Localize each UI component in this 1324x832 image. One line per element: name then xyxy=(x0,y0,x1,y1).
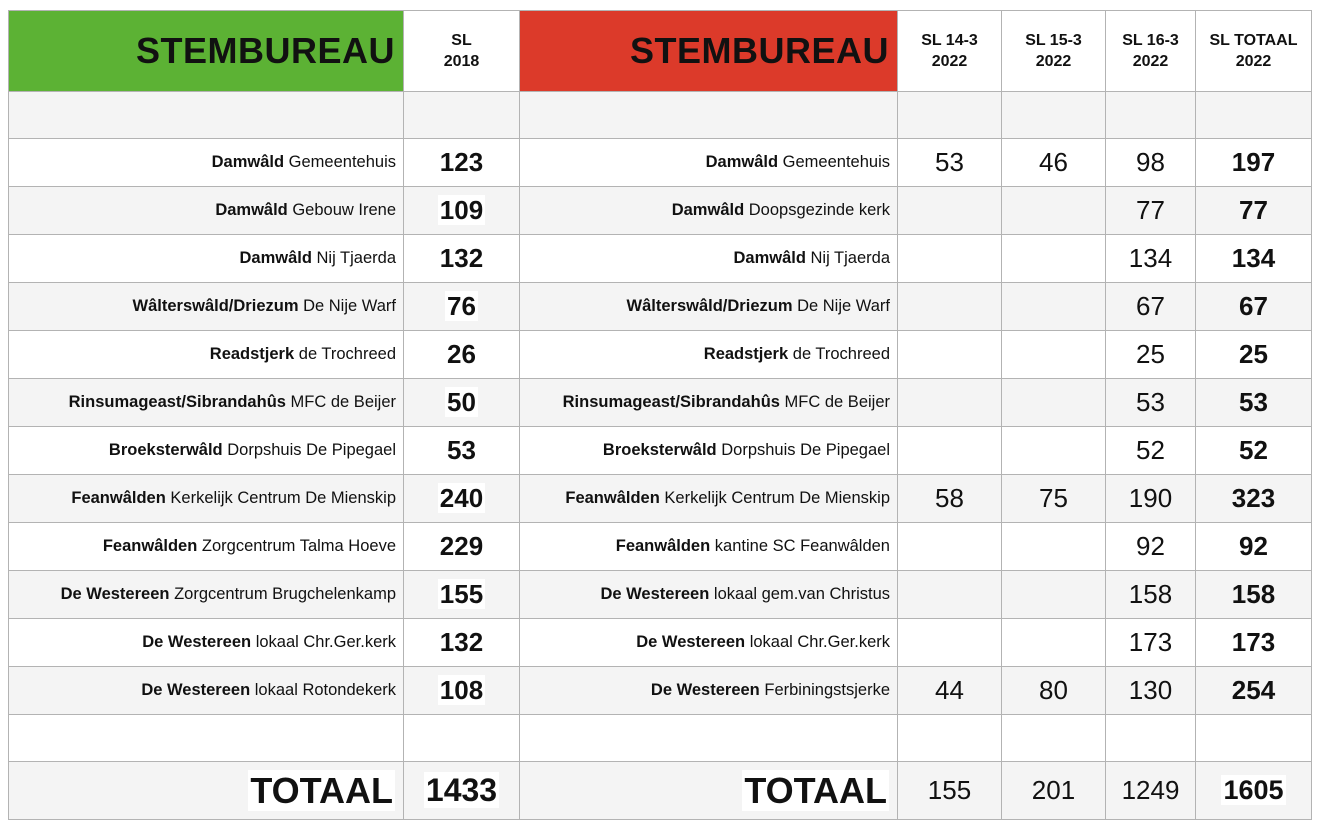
sl-15-3-value: 75 xyxy=(1002,475,1106,523)
sl-16-3-value: 134 xyxy=(1106,235,1196,283)
left-location-name: lokaal Chr.Ger.kerk xyxy=(255,633,396,651)
left-polling-station xyxy=(9,139,404,187)
left-total-label: TOTAAL xyxy=(250,769,393,811)
header-sl-14-3-line1: SL 14-3 xyxy=(921,32,978,49)
total-sl-16-3: 1249 xyxy=(1106,762,1196,820)
header-sl-totaal-line1: SL TOTAAL xyxy=(1209,32,1298,49)
left-polling-station xyxy=(9,331,404,379)
sl-14-3-value xyxy=(898,283,1002,331)
sl-16-3-value: 77 xyxy=(1106,187,1196,235)
total-sl-14-3: 155 xyxy=(898,762,1002,820)
right-place-name: De Westereen xyxy=(600,585,710,603)
sl-totaal-value: 197 xyxy=(1196,139,1312,187)
sl-totaal-value: 173 xyxy=(1196,619,1312,667)
sl-2018-cell xyxy=(404,571,520,619)
sl-16-3-value: 158 xyxy=(1106,571,1196,619)
sl-15-3-value xyxy=(1002,379,1106,427)
total-sl-2018-cell xyxy=(404,762,520,820)
sl-16-3-value: 67 xyxy=(1106,283,1196,331)
left-place-name: Damwâld xyxy=(239,249,312,267)
left-location-name: de Trochreed xyxy=(298,345,396,363)
sl-15-3-value xyxy=(1002,619,1106,667)
right-place-name: Rinsumageast/Sibrandahûs xyxy=(562,393,780,411)
right-polling-station xyxy=(520,379,898,427)
left-place-name: Wâlterswâld/Driezum xyxy=(132,297,299,315)
sl-2018-cell xyxy=(404,667,520,715)
sl-16-3-value: 52 xyxy=(1106,427,1196,475)
sl-14-3-value xyxy=(898,571,1002,619)
sl-totaal-value: 158 xyxy=(1196,571,1312,619)
sl-14-3-value xyxy=(898,427,1002,475)
left-polling-station xyxy=(9,619,404,667)
sl-16-3-value: 53 xyxy=(1106,379,1196,427)
right-location-name: kantine SC Feanwâlden xyxy=(714,537,890,555)
total-sl-2018: 1433 xyxy=(425,772,498,808)
right-place-name: De Westereen xyxy=(650,681,760,699)
spacer-row-top xyxy=(9,92,1312,139)
right-location-name: Ferbiningstsjerke xyxy=(764,681,890,699)
sl-16-3-value: 173 xyxy=(1106,619,1196,667)
total-sl-totaal: 1605 xyxy=(1223,775,1284,805)
sl-2018-value: 53 xyxy=(447,435,476,465)
sl-2018-cell xyxy=(404,427,520,475)
sl-2018-cell xyxy=(404,379,520,427)
spacer-cell xyxy=(898,92,1002,139)
sl-2018-value: 229 xyxy=(439,531,484,561)
sl-14-3-value xyxy=(898,235,1002,283)
header-sl-2018 xyxy=(404,11,520,92)
right-location-name: Doopsgezinde kerk xyxy=(748,201,890,219)
header-sl-16-3 xyxy=(1106,11,1196,92)
sl-2018-cell xyxy=(404,619,520,667)
sl-15-3-value xyxy=(1002,523,1106,571)
right-location-name: lokaal Chr.Ger.kerk xyxy=(749,633,890,651)
totals-row xyxy=(9,762,1312,820)
sl-14-3-value: 53 xyxy=(898,139,1002,187)
spacer-cell xyxy=(9,92,404,139)
table-row xyxy=(9,331,1312,379)
sl-totaal-value: 323 xyxy=(1196,475,1312,523)
right-place-name: Wâlterswâld/Driezum xyxy=(626,297,793,315)
sl-totaal-value: 67 xyxy=(1196,283,1312,331)
right-location-name: MFC de Beijer xyxy=(784,393,890,411)
table-row xyxy=(9,571,1312,619)
header-sl-2018-line1: SL xyxy=(451,32,472,49)
left-header-title: STEMBUREAU xyxy=(135,30,395,71)
right-place-name: Feanwâlden xyxy=(615,537,711,555)
right-place-name: Damwâld xyxy=(671,201,745,219)
sl-14-3-value xyxy=(898,523,1002,571)
left-polling-station xyxy=(9,667,404,715)
sl-2018-cell xyxy=(404,331,520,379)
left-polling-station xyxy=(9,427,404,475)
sl-totaal-value: 25 xyxy=(1196,331,1312,379)
left-polling-station xyxy=(9,475,404,523)
left-polling-station xyxy=(9,283,404,331)
spacer-cell xyxy=(1106,92,1196,139)
table-row xyxy=(9,427,1312,475)
left-place-name: Feanwâlden xyxy=(102,537,198,555)
left-place-name: Feanwâlden xyxy=(71,489,166,507)
table-row xyxy=(9,619,1312,667)
sl-totaal-value: 134 xyxy=(1196,235,1312,283)
sl-15-3-value xyxy=(1002,571,1106,619)
right-location-name: de Trochreed xyxy=(792,345,890,363)
right-place-name: Broeksterwâld xyxy=(602,441,717,459)
right-total-label: TOTAAL xyxy=(744,769,887,811)
header-sl-15-3-line2: 2022 xyxy=(1035,53,1072,70)
table-row xyxy=(9,283,1312,331)
sl-15-3-value: 80 xyxy=(1002,667,1106,715)
right-polling-station xyxy=(520,331,898,379)
sl-totaal-value: 53 xyxy=(1196,379,1312,427)
left-place-name: De Westereen xyxy=(141,681,251,699)
right-place-name: Feanwâlden xyxy=(565,489,660,507)
sl-2018-value: 109 xyxy=(439,195,484,225)
sl-14-3-value: 58 xyxy=(898,475,1002,523)
right-location-name: Kerkelijk Centrum De Mienskip xyxy=(664,489,890,507)
table-row xyxy=(9,139,1312,187)
left-total-label-cell xyxy=(9,762,404,820)
sl-2018-value: 240 xyxy=(439,483,484,513)
spacer-cell xyxy=(1106,715,1196,762)
sl-2018-value: 26 xyxy=(447,339,476,369)
right-total-label-cell xyxy=(520,762,898,820)
spacer-cell xyxy=(1002,715,1106,762)
sl-2018-value: 132 xyxy=(439,627,484,657)
sl-2018-value: 76 xyxy=(447,291,476,321)
left-place-name: De Westereen xyxy=(142,633,252,651)
header-sl-16-3-line1: SL 16-3 xyxy=(1122,32,1179,49)
sl-16-3-value: 130 xyxy=(1106,667,1196,715)
sl-2018-cell xyxy=(404,139,520,187)
header-sl-15-3 xyxy=(1002,11,1106,92)
sl-2018-value: 132 xyxy=(439,243,484,273)
left-location-name: Dorpshuis De Pipegael xyxy=(227,441,396,459)
right-polling-station xyxy=(520,235,898,283)
table-row xyxy=(9,523,1312,571)
sl-16-3-value: 92 xyxy=(1106,523,1196,571)
left-location-name: De Nije Warf xyxy=(303,297,396,315)
spacer-cell xyxy=(1002,92,1106,139)
sl-14-3-value xyxy=(898,331,1002,379)
sl-2018-cell xyxy=(404,235,520,283)
right-polling-station xyxy=(520,283,898,331)
sl-2018-cell xyxy=(404,187,520,235)
sl-15-3-value xyxy=(1002,427,1106,475)
left-polling-station xyxy=(9,379,404,427)
right-location-name: Dorpshuis De Pipegael xyxy=(721,441,890,459)
right-polling-station xyxy=(520,667,898,715)
right-location-name: Gemeentehuis xyxy=(782,153,890,171)
left-polling-station xyxy=(9,187,404,235)
sl-16-3-value: 190 xyxy=(1106,475,1196,523)
sl-2018-cell xyxy=(404,523,520,571)
sl-2018-value: 108 xyxy=(439,675,484,705)
sl-16-3-value: 98 xyxy=(1106,139,1196,187)
header-sl-16-3-line2: 2022 xyxy=(1132,53,1169,70)
left-location-name: Gemeentehuis xyxy=(288,153,396,171)
total-sl-15-3: 201 xyxy=(1002,762,1106,820)
right-place-name: De Westereen xyxy=(636,633,746,651)
total-sl-totaal-cell xyxy=(1196,762,1312,820)
right-location-name: Nij Tjaerda xyxy=(810,249,890,267)
sl-totaal-value: 254 xyxy=(1196,667,1312,715)
sl-totaal-value: 92 xyxy=(1196,523,1312,571)
sl-2018-value: 155 xyxy=(439,579,484,609)
left-location-name: MFC de Beijer xyxy=(290,393,396,411)
table-row xyxy=(9,379,1312,427)
left-location-name: Zorgcentrum Talma Hoeve xyxy=(201,537,396,555)
header-sl-totaal xyxy=(1196,11,1312,92)
header-sl-14-3 xyxy=(898,11,1002,92)
sl-14-3-value xyxy=(898,619,1002,667)
header-sl-15-3-line1: SL 15-3 xyxy=(1025,32,1082,49)
left-polling-station xyxy=(9,523,404,571)
header-sl-totaal-line2: 2022 xyxy=(1235,53,1272,70)
sl-2018-cell xyxy=(404,283,520,331)
sl-totaal-value: 52 xyxy=(1196,427,1312,475)
sl-14-3-value: 44 xyxy=(898,667,1002,715)
right-header-title: STEMBUREAU xyxy=(629,30,889,71)
left-location-name: Zorgcentrum Brugchelenkamp xyxy=(174,585,396,603)
right-location-name: lokaal gem.van Christus xyxy=(713,585,890,603)
spacer-cell xyxy=(404,92,520,139)
spacer-cell xyxy=(1196,715,1312,762)
left-location-name: Gebouw Irene xyxy=(292,201,396,219)
right-place-name: Readstjerk xyxy=(703,345,789,363)
left-place-name: Damwâld xyxy=(215,201,288,219)
spacer-cell xyxy=(9,715,404,762)
table-row xyxy=(9,475,1312,523)
right-polling-station xyxy=(520,619,898,667)
table-row xyxy=(9,667,1312,715)
left-polling-station xyxy=(9,235,404,283)
table-row xyxy=(9,235,1312,283)
left-location-name: Kerkelijk Centrum De Mienskip xyxy=(170,489,396,507)
header-row xyxy=(9,11,1312,92)
right-polling-station xyxy=(520,427,898,475)
sl-15-3-value xyxy=(1002,235,1106,283)
spacer-row-bottom xyxy=(9,715,1312,762)
left-place-name: Broeksterwâld xyxy=(108,441,223,459)
left-polling-station xyxy=(9,571,404,619)
right-polling-station xyxy=(520,571,898,619)
spacer-cell xyxy=(404,715,520,762)
left-location-name: lokaal Rotondekerk xyxy=(254,681,396,699)
sl-14-3-value xyxy=(898,379,1002,427)
spacer-cell xyxy=(520,92,898,139)
right-location-name: De Nije Warf xyxy=(797,297,890,315)
sl-14-3-value xyxy=(898,187,1002,235)
left-header-cell xyxy=(9,11,404,92)
table-row xyxy=(9,187,1312,235)
spacer-cell xyxy=(520,715,898,762)
left-location-name: Nij Tjaerda xyxy=(316,249,396,267)
right-place-name: Damwâld xyxy=(705,153,779,171)
sl-15-3-value: 46 xyxy=(1002,139,1106,187)
right-header-cell xyxy=(520,11,898,92)
sl-15-3-value xyxy=(1002,187,1106,235)
spacer-cell xyxy=(898,715,1002,762)
right-place-name: Damwâld xyxy=(733,249,806,267)
right-polling-station xyxy=(520,187,898,235)
sl-15-3-value xyxy=(1002,283,1106,331)
left-place-name: Readstjerk xyxy=(209,345,295,363)
sl-2018-value: 123 xyxy=(439,147,484,177)
sl-totaal-value: 77 xyxy=(1196,187,1312,235)
header-sl-14-3-line2: 2022 xyxy=(931,53,968,70)
right-polling-station xyxy=(520,139,898,187)
sl-15-3-value xyxy=(1002,331,1106,379)
stembureau-table xyxy=(8,10,1312,820)
sl-16-3-value: 25 xyxy=(1106,331,1196,379)
right-polling-station xyxy=(520,475,898,523)
header-sl-2018-line2: 2018 xyxy=(443,53,480,70)
left-place-name: De Westereen xyxy=(60,585,170,603)
left-place-name: Rinsumageast/Sibrandahûs xyxy=(68,393,286,411)
right-polling-station xyxy=(520,523,898,571)
sl-2018-cell xyxy=(404,475,520,523)
left-place-name: Damwâld xyxy=(211,153,285,171)
sl-2018-value: 50 xyxy=(447,387,476,417)
spacer-cell xyxy=(1196,92,1312,139)
